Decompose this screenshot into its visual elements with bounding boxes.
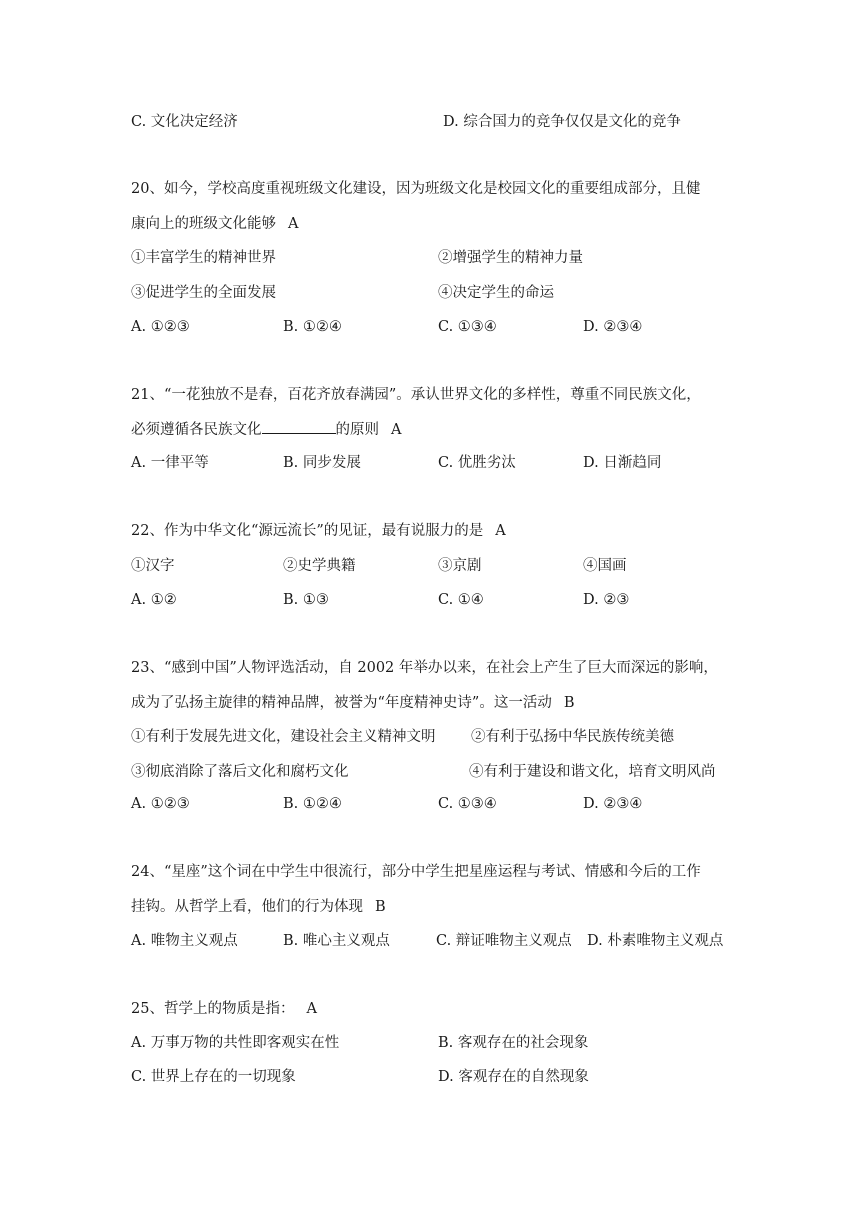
q20-statement-2: ②增强学生的精神力量 xyxy=(438,250,583,266)
q21-stem-line2 xyxy=(131,419,401,439)
q23-option-b: B. ①②④ xyxy=(283,796,342,812)
q23-statement-1: ①有利于发展先进文化，建设社会主义精神文明 xyxy=(131,729,436,745)
q22-statement-2: ②史学典籍 xyxy=(283,558,356,574)
q20-option-c: C. ①③④ xyxy=(438,319,497,335)
q21-option-d: D. 日渐趋同 xyxy=(583,455,662,471)
q19-option-c: C. 文化决定经济 xyxy=(131,114,238,130)
q25-option-d: D. 客观存在的自然现象 xyxy=(438,1069,589,1085)
q20-stem-text: 康向上的班级文化能够 xyxy=(131,216,276,232)
q23-option-d: D. ②③④ xyxy=(583,796,643,812)
q21-option-b: B. 同步发展 xyxy=(283,455,361,471)
q25-option-a: A. 万事万物的共性即客观实在性 xyxy=(131,1035,340,1051)
q22-answer: A xyxy=(495,523,506,539)
q20-answer: A xyxy=(288,216,299,232)
q23-statement-2: ②有利于弘扬中华民族传统美德 xyxy=(471,729,674,745)
q22-option-d: D. ②③ xyxy=(583,592,630,608)
q20-stem-line2 xyxy=(131,214,298,234)
q22-stem xyxy=(131,521,506,541)
q23-option-c: C. ①③④ xyxy=(438,796,497,812)
q25-option-c: C. 世界上存在的一切现象 xyxy=(131,1069,296,1085)
q23-statement-4: ④有利于建设和谐文化，培育文明风尚 xyxy=(469,764,716,780)
q23-stem-text: 成为了弘扬主旋律的精神品牌，被誉为“年度精神史诗”。这一活动 xyxy=(131,695,552,711)
q19-option-d: D. 综合国力的竞争仅仅是文化的竞争 xyxy=(443,114,681,130)
q24-stem-line2 xyxy=(131,897,386,917)
q24-stem-text: 挂钩。从哲学上看，他们的行为体现 xyxy=(131,899,363,915)
q21-option-c: C. 优胜劣汰 xyxy=(438,455,516,471)
q22-statement-4: ④国画 xyxy=(583,558,627,574)
q22-option-a: A. ①② xyxy=(131,592,177,608)
q21-answer: A xyxy=(391,422,402,438)
q20-statement-1: ①丰富学生的精神世界 xyxy=(131,250,276,266)
q24-answer: B xyxy=(375,899,386,915)
q25-option-b: B. 客观存在的社会现象 xyxy=(438,1035,589,1051)
q20-option-a: A. ①②③ xyxy=(131,319,190,335)
q20-statement-3: ③促进学生的全面发展 xyxy=(131,285,276,301)
q20-option-d: D. ②③④ xyxy=(583,319,643,335)
q23-stem-line2 xyxy=(131,693,574,713)
q22-statement-3: ③京剧 xyxy=(438,558,482,574)
q21-stem-before: 必须遵循各民族文化 xyxy=(131,422,262,438)
q22-stem-text: 22、作为中华文化“源远流长”的见证，最有说服力的是 xyxy=(131,523,484,539)
q23-answer: B xyxy=(563,695,575,711)
q23-statement-3: ③彻底消除了落后文化和腐朽文化 xyxy=(131,764,349,780)
q25-stem-text: 25、哲学上的物质是指： xyxy=(131,1001,295,1017)
q20-option-b: B. ①②④ xyxy=(283,319,342,335)
q24-stem-line1: 24、“星座”这个词在中学生中很流行，部分中学生把星座运程与考试、情感和今后的工作 xyxy=(131,864,701,880)
q24-option-b: B. 唯心主义观点 xyxy=(283,933,390,949)
q24-option-c: C. 辩证唯物主义观点 xyxy=(436,933,572,949)
q23-stem-line1: 23、“感到中国”人物评选活动，自 2002 年举办以来，在社会上产生了巨大而深远的影响， xyxy=(131,660,718,676)
q21-fill-blank xyxy=(262,419,336,434)
q21-stem-after: 的原则 xyxy=(335,422,379,438)
q22-option-b: B. ①③ xyxy=(283,592,329,608)
q22-option-c: C. ①④ xyxy=(438,592,484,608)
q21-option-a: A. 一律平等 xyxy=(131,455,209,471)
q24-option-a: A. 唯物主义观点 xyxy=(131,933,238,949)
q21-stem-line1: 21、“一花独放不是春，百花齐放春满园”。承认世界文化的多样性，尊重不同民族文化， xyxy=(131,387,701,403)
q24-option-d: D. 朴素唯物主义观点 xyxy=(587,933,724,949)
q20-statement-4: ④决定学生的命运 xyxy=(438,285,554,301)
q25-stem xyxy=(131,999,317,1019)
q25-answer: A xyxy=(306,1001,317,1017)
q20-stem-line1: 20、如今，学校高度重视班级文化建设，因为班级文化是校园文化的重要组成部分，且健 xyxy=(131,181,701,197)
q22-statement-1: ①汉字 xyxy=(131,558,175,574)
q23-option-a: A. ①②③ xyxy=(131,796,190,812)
